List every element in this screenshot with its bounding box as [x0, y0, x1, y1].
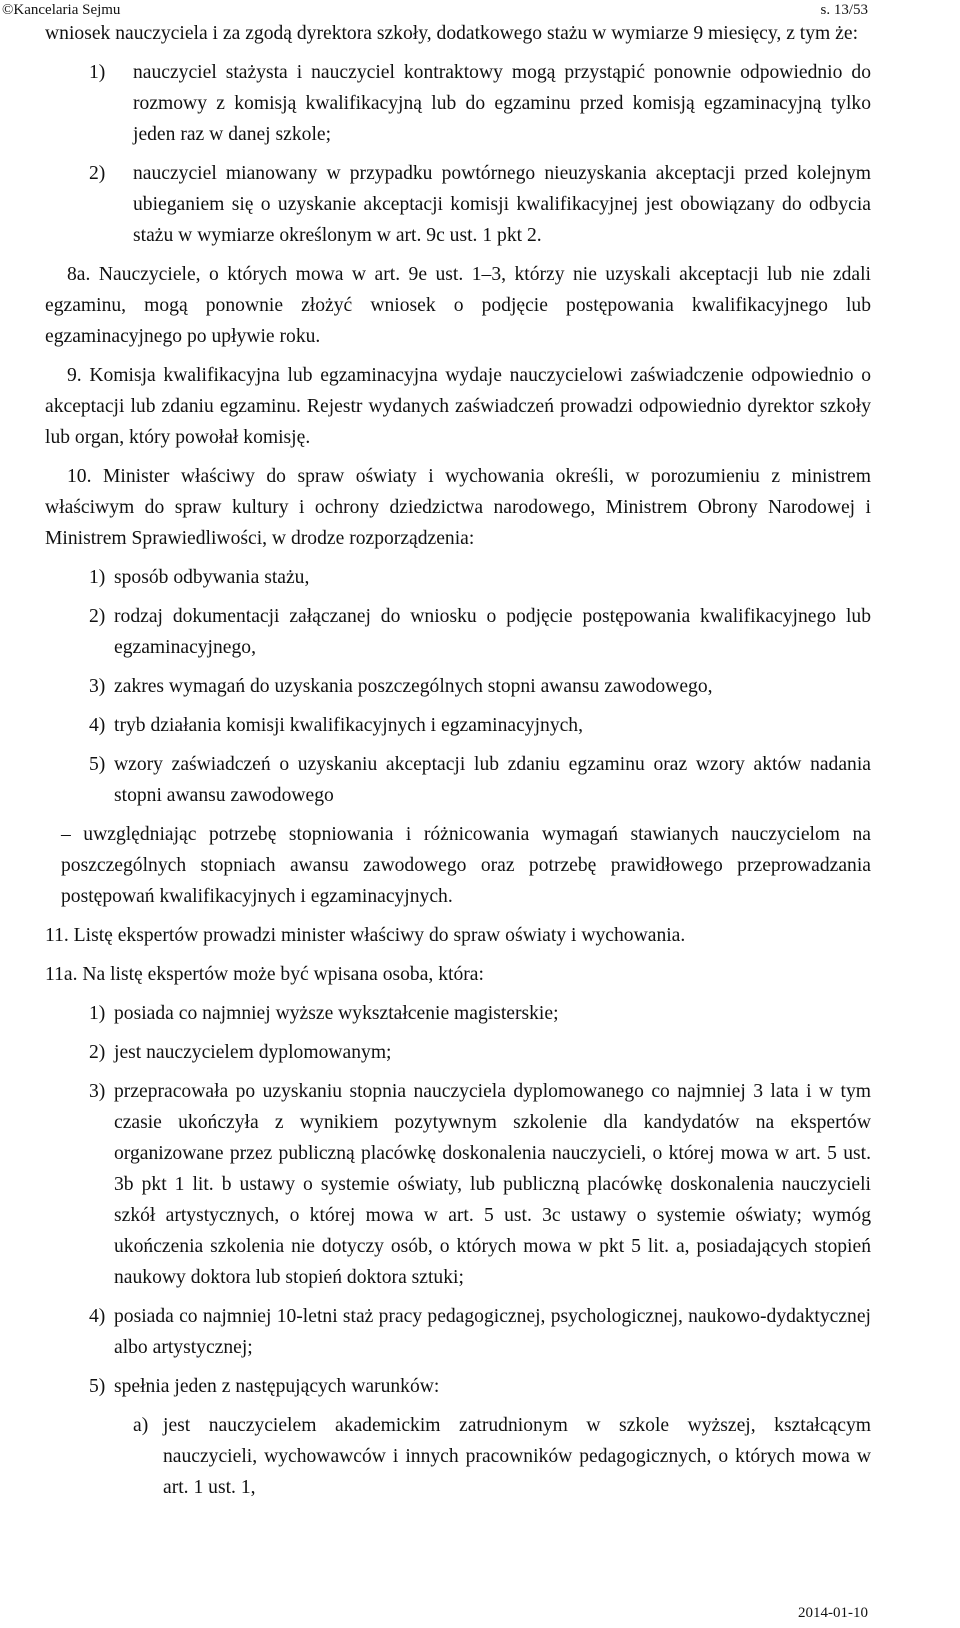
- paragraph-intro: wniosek nauczyciela i za zgodą dyrektora szkoły, dodatkowego stażu w wymiarze 9 miesięcy, z tym że:: [45, 23, 859, 44]
- list-text: jest nauczycielem akademickim zatrudnionym w szkole wyższej, kształcącym nauczycieli, wychowawców i innych pracowników pedagogicznych, o których mowa w art. 1 ust. 1,: [163, 1415, 871, 1498]
- list-text: sposób odbywania stażu,: [114, 567, 310, 588]
- list-text: rodzaj dokumentacji załączanej do wniosku o podjęcie postępowania kwalifikacyjnego lub egzaminacyjnego,: [114, 606, 871, 658]
- list-item: [89, 1037, 871, 1068]
- list-item: [89, 562, 871, 593]
- list-item: [89, 1371, 871, 1402]
- list-text: jest nauczycielem dyplomowanym;: [114, 1042, 392, 1063]
- list-number: 3): [89, 676, 106, 697]
- list-number: 2): [89, 1042, 106, 1063]
- list-number: 1): [89, 567, 106, 588]
- paragraph-9: 9. Komisja kwalifikacyjna lub egzaminacyjna wydaje nauczycielowi zaświadczenie odpowiednio o akceptacji lub zdaniu egzaminu. Rejestr wydanych zaświadczeń prowadzi odpowiednio dyrektor szkoły lub organ, który powołał komisję.: [45, 365, 871, 448]
- list-number: 2): [89, 606, 106, 627]
- list-number: 1): [89, 62, 106, 83]
- document-body: [45, 18, 871, 1511]
- footer-date: 2014-01-10: [798, 1605, 868, 1621]
- list-text: wzory zaświadczeń o uzyskaniu akceptacji lub zdaniu egzaminu oraz wzory aktów nadania stopni awansu zawodowego: [114, 754, 871, 806]
- list-number: 1): [89, 1003, 106, 1024]
- paragraph-10-tail: – uwzględniając potrzebę stopniowania i różnicowania wymagań stawianych nauczycielom na poszczególnych stopniach awansu zawodowego oraz potrzebę prawidłowego przeprowadzania postępowań kwalifikacyjnych i egzaminacyjnych.: [61, 824, 871, 907]
- list-number: 5): [89, 1376, 106, 1397]
- paragraph-11: 11. Listę ekspertów prowadzi minister właściwy do spraw oświaty i wychowania.: [45, 925, 686, 946]
- list-text: spełnia jeden z następujących warunków:: [114, 1376, 440, 1397]
- list-item: [89, 1076, 871, 1293]
- list-item: [133, 1410, 871, 1503]
- list-letter: a): [133, 1415, 149, 1436]
- list-number: 4): [89, 715, 106, 736]
- list-number: 4): [89, 1306, 106, 1327]
- list-text: posiada co najmniej 10-letni staż pracy pedagogicznej, psychologicznej, naukowo-dydaktycznej albo artystycznej;: [114, 1306, 871, 1358]
- paragraph-8a: 8a. Nauczyciele, o których mowa w art. 9e ust. 1–3, którzy nie uzyskali akceptacji lub nie zdali egzaminu, mogą ponownie złożyć wniosek o podjęcie postępowania kwalifikacyjnego lub egzaminacyjnego po upływie roku.: [45, 264, 871, 347]
- list-number: 3): [89, 1081, 106, 1102]
- list-text: zakres wymagań do uzyskania poszczególnych stopni awansu zawodowego,: [114, 676, 713, 697]
- list-item: [89, 57, 871, 150]
- copyright-header: ©Kancelaria Sejmu: [2, 2, 121, 18]
- list-item: [89, 601, 871, 663]
- list-text: nauczyciel stażysta i nauczyciel kontraktowy mogą przystąpić ponownie odpowiednio do rozmowy z komisją kwalifikacyjną lub do egzaminu przed komisją egzaminacyjną tylko jeden raz w danej szkole;: [133, 62, 871, 145]
- list-text: nauczyciel mianowany w przypadku powtórnego nieuzyskania akceptacji przed kolejnym ubieganiem się o uzyskanie akceptacji komisji kwalifikacyjnej jest obowiązany do odbycia stażu w wymiarze określonym w art. 9c ust. 1 pkt 2.: [133, 163, 871, 246]
- paragraph-11a: 11a. Na listę ekspertów może być wpisana osoba, która:: [45, 964, 484, 985]
- list-item: [89, 998, 871, 1029]
- list-text: tryb działania komisji kwalifikacyjnych i egzaminacyjnych,: [114, 715, 584, 736]
- paragraph-10: 10. Minister właściwy do spraw oświaty i wychowania określi, w porozumieniu z ministrem właściwym do spraw kultury i ochrony dziedzictwa narodowego, Ministrem Obrony Narodowej i Ministrem Sprawiedliwości, w drodze rozporządzenia:: [45, 466, 871, 549]
- list-item: [89, 1301, 871, 1363]
- page-number: s. 13/53: [820, 2, 868, 18]
- list-number: 5): [89, 754, 106, 775]
- list-item: [89, 749, 871, 811]
- list-item: [89, 158, 871, 251]
- list-number: 2): [89, 163, 106, 184]
- list-item: [89, 671, 871, 702]
- list-text: posiada co najmniej wyższe wykształcenie magisterskie;: [114, 1003, 559, 1024]
- list-item: [89, 710, 871, 741]
- list-text: przepracowała po uzyskaniu stopnia nauczyciela dyplomowanego co najmniej 3 lata i w tym czasie ukończyła z wynikiem pozytywnym szkolenie dla kandydatów na ekspertów organizowane przez publiczną placówkę doskonalenia nauczycieli, o której mowa w art. 5 ust. 3b pkt 1 lit. b ustawy o systemie oświaty, lub publiczną placówkę doskonalenia nauczycieli szkół artystycznych, o której mowa w art. 5 ust. 3c ustawy o systemie oświaty; wymóg ukończenia szkolenia nie dotyczy osób, o których mowa w pkt 5 lit. a, posiadających stopień naukowy doktora lub stopień doktora sztuki;: [114, 1081, 871, 1288]
